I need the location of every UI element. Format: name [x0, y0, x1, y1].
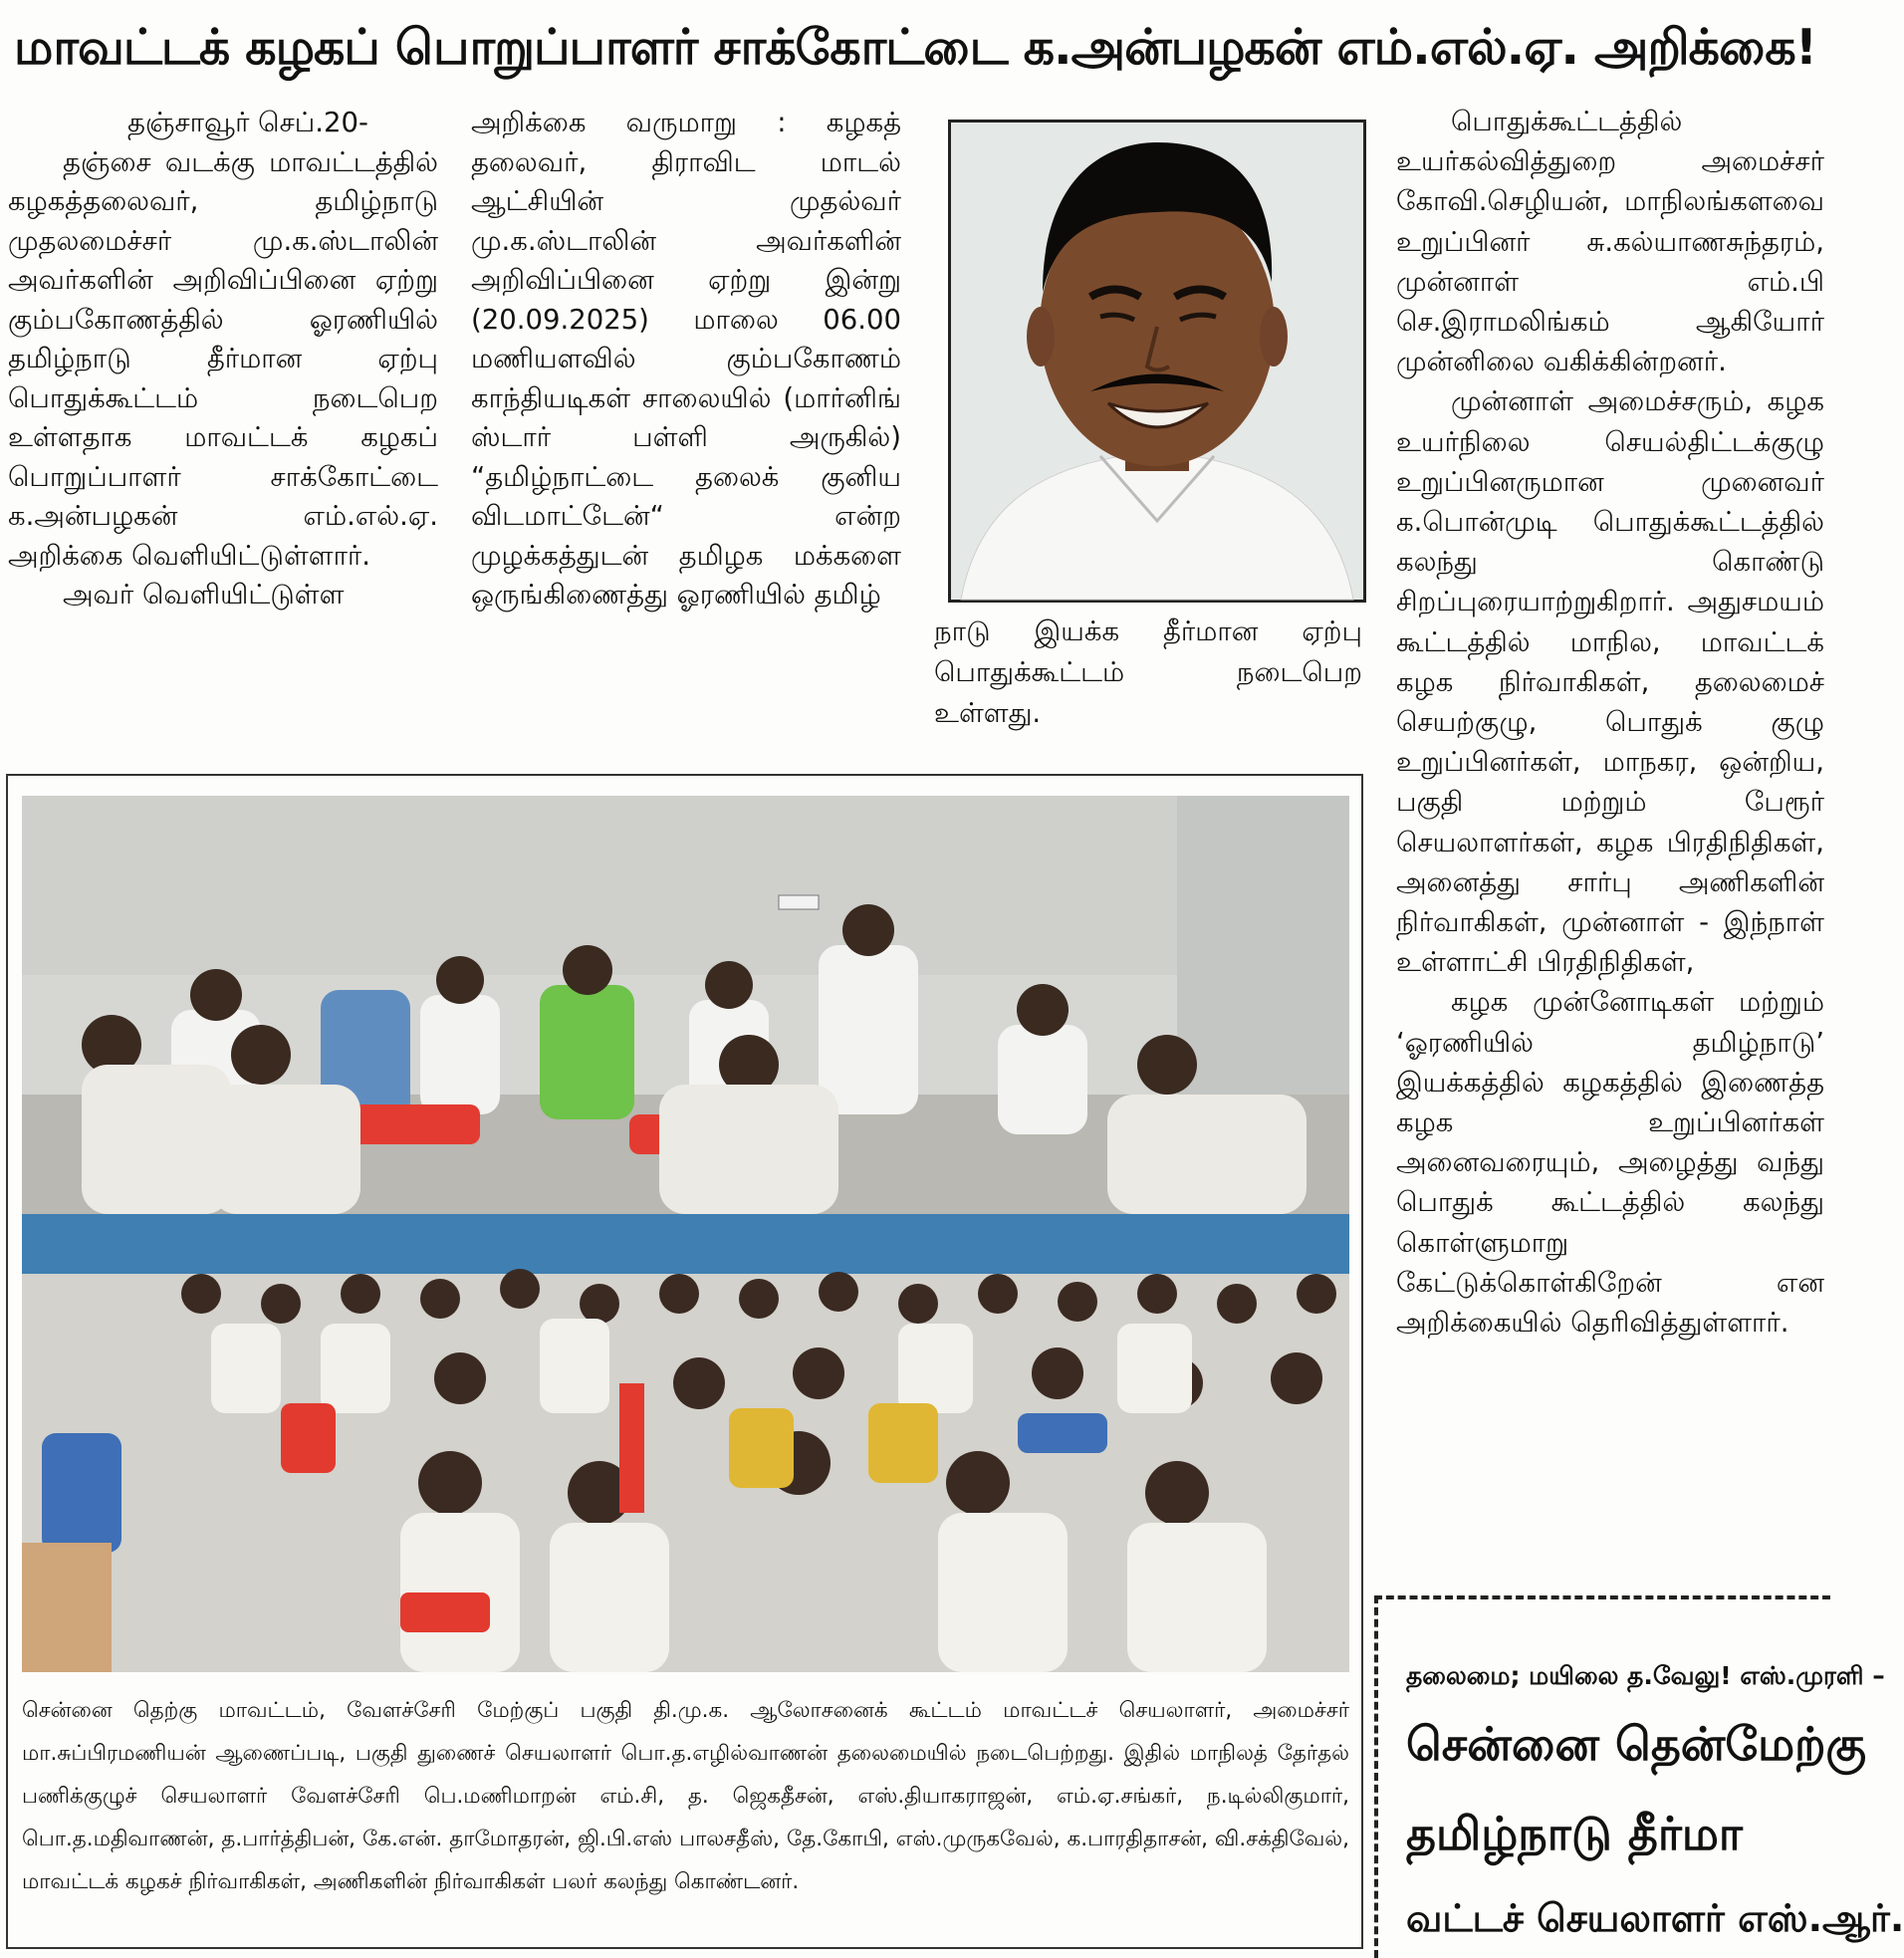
portrait-photo — [948, 120, 1366, 603]
meeting-photo-bottom — [22, 1214, 1349, 1672]
article-paragraph: பொதுக்கூட்டத்தில் உயர்கல்வித்துறை அமைச்சர் கோவி.செழியன், மாநிலங்களவை உறுப்பினர் சு.கல்யாணசுந்தரம், முன்னாள் எம்.பி செ.இராமலிங்கம் ஆகியோர் முன்னிலை வகிக்கின்றனர். — [1396, 106, 1824, 378]
meeting-photo-top — [22, 796, 1349, 1214]
portrait-illustration — [951, 122, 1363, 600]
article-paragraph: அறிக்கை வருமாறு : கழகத் தலைவர், திராவிட மாடல் ஆட்சியின் முதல்வர் மு.க.ஸ்டாலின் அவர்களின் அறிவிப்பினை ஏற்று இன்று (20.09.2025) மாலை 06.00 மணியளவில் கும்பகோணம் காந்தியடிகள் சாலையில் (மார்னிங் ஸ்டார் பள்ளி அருகில்) “தமிழ்நாட்டை தலைக் குனிய விடமாட்டேன்“ என்ற முழக்கத்துடன் தமிழக மக்களை ஒருங்கிணைத்து ஓரணியில் தமிழ் — [471, 107, 901, 611]
meeting-news-box — [6, 774, 1363, 1949]
article-column-1 — [8, 104, 438, 751]
article-paragraph: தஞ்சை வடக்கு மாவட்டத்தில் கழகத்தலைவர், தமிழ்நாடு முதலமைச்சர் மு.க.ஸ்டாலின் அவர்களின் அறிவிப்பினை ஏற்று கும்பகோணத்தில் ஓரணியில் தமிழ்நாடு தீர்மான ஏற்பு பொதுக்கூட்டம் நடைபெற உள்ளதாக மாவட்டக் கழகப் பொறுப்பாளர் சாக்கோட்டை க.அன்பழகன் எம்.எல்.ஏ. அறிக்கை வெளியிட்டுள்ளார். — [8, 145, 438, 572]
article-paragraph: முன்னாள் அமைச்சரும், கழக உயர்நிலை செயல்திட்டக்குழு உறுப்பினருமான முனைவர் க.பொன்முடி பொதுக்கூட்டத்தில் கலந்து கொண்டு சிறப்புரையாற்றுகிறார். அதுசமயம் கூட்டத்தில் மாநில, மாவட்டக் கழக நிர்வாகிகள், தலைமைச் செயற்குழு, பொதுக் குழு உறுப்பினர்கள், மாநகர, ஒன்றிய, பகுதி மற்றும் பேரூர் செயலாளர்கள், கழக பிரதிநிதிகள், அனைத்து சார்பு அணிகளின் நிர்வாகிகள், முன்னாள் - இந்நாள் உள்ளாட்சி பிரதிநிதிகள், — [1396, 385, 1824, 979]
meeting-photo-bottom-illustration — [22, 1214, 1349, 1672]
article-paragraph: அவர் வெளியிட்டுள்ள — [63, 579, 345, 611]
portrait-caption: நாடு இயக்க தீர்மான ஏற்பு பொதுக்கூட்டம் நடைபெற உள்ளது. — [934, 615, 1362, 729]
teaser-box — [1374, 1595, 1904, 1958]
teaser-kicker: தலைமை; மயிலை த.வேலு! எஸ்.முரளி – — [1406, 1661, 1885, 1690]
teaser-headline-3: வட்டச் செயலாளர் எஸ்.ஆர். — [1406, 1896, 1904, 1940]
headline: மாவட்டக் கழகப் பொறுப்பாளர் சாக்கோட்டை க.அன்பழகன் எம்.எல்.ஏ. அறிக்கை! — [13, 19, 1817, 76]
teaser-headline-2: தமிழ்நாடு தீர்மா — [1406, 1807, 1743, 1860]
article-column-3 — [1396, 102, 1824, 1343]
teaser-headline-1: சென்னை தென்மேற்கு — [1406, 1717, 1866, 1771]
meeting-caption: சென்னை தெற்கு மாவட்டம், வேளச்சேரி மேற்குப் பகுதி தி.மு.க. ஆலோசனைக் கூட்டம் மாவட்டச் செயலாளர், அமைச்சர் மா.சுப்பிரமணியன் ஆணைப்படி, பகுதி துணைச் செயலாளர் பொ.த.எழில்வாணன் தலைமையில் நடைபெற்றது. இதில் மாநிலத் தேர்தல் பணிக்குழுச் செயலாளர் வேளச்சேரி பெ.மணிமாறன் எம்.சி, த. ஜெகதீசன், எஸ்.தியாகராஜன், எம்.ஏ.சங்கர், ந.டில்லிகுமார், பொ.த.மதிவாணன், த.பார்த்திபன், கே.என். தாமோதரன், ஜி.பி.எஸ் பாலசதீஸ், தே.கோபி, எஸ்.முருகவேல், க.பாரதிதாசன், வி.சக்திவேல், மாவட்டக் கழகச் நிர்வாகிகள், அணிகளின் நிர்வாகிகள் பலர் கலந்து கொண்டனர். — [22, 1698, 1349, 1894]
article-paragraph: கழக முன்னோடிகள் மற்றும் ‘ஓரணியில் தமிழ்நாடு’ இயக்கத்தில் கழகத்தில் இணைத்த கழக உறுப்பினர்கள் அனைவரையும், அழைத்து வந்து பொதுக் கூட்டத்தில் கலந்து கொள்ளுமாறு கேட்டுக்கொள்கிறேன் என அறிக்கையில் தெரிவித்துள்ளார். — [1396, 986, 1824, 1340]
article-column-2 — [471, 104, 901, 751]
meeting-photo-top-illustration — [22, 796, 1349, 1214]
dateline: தஞ்சாவூர் செப்.20- — [127, 107, 368, 138]
